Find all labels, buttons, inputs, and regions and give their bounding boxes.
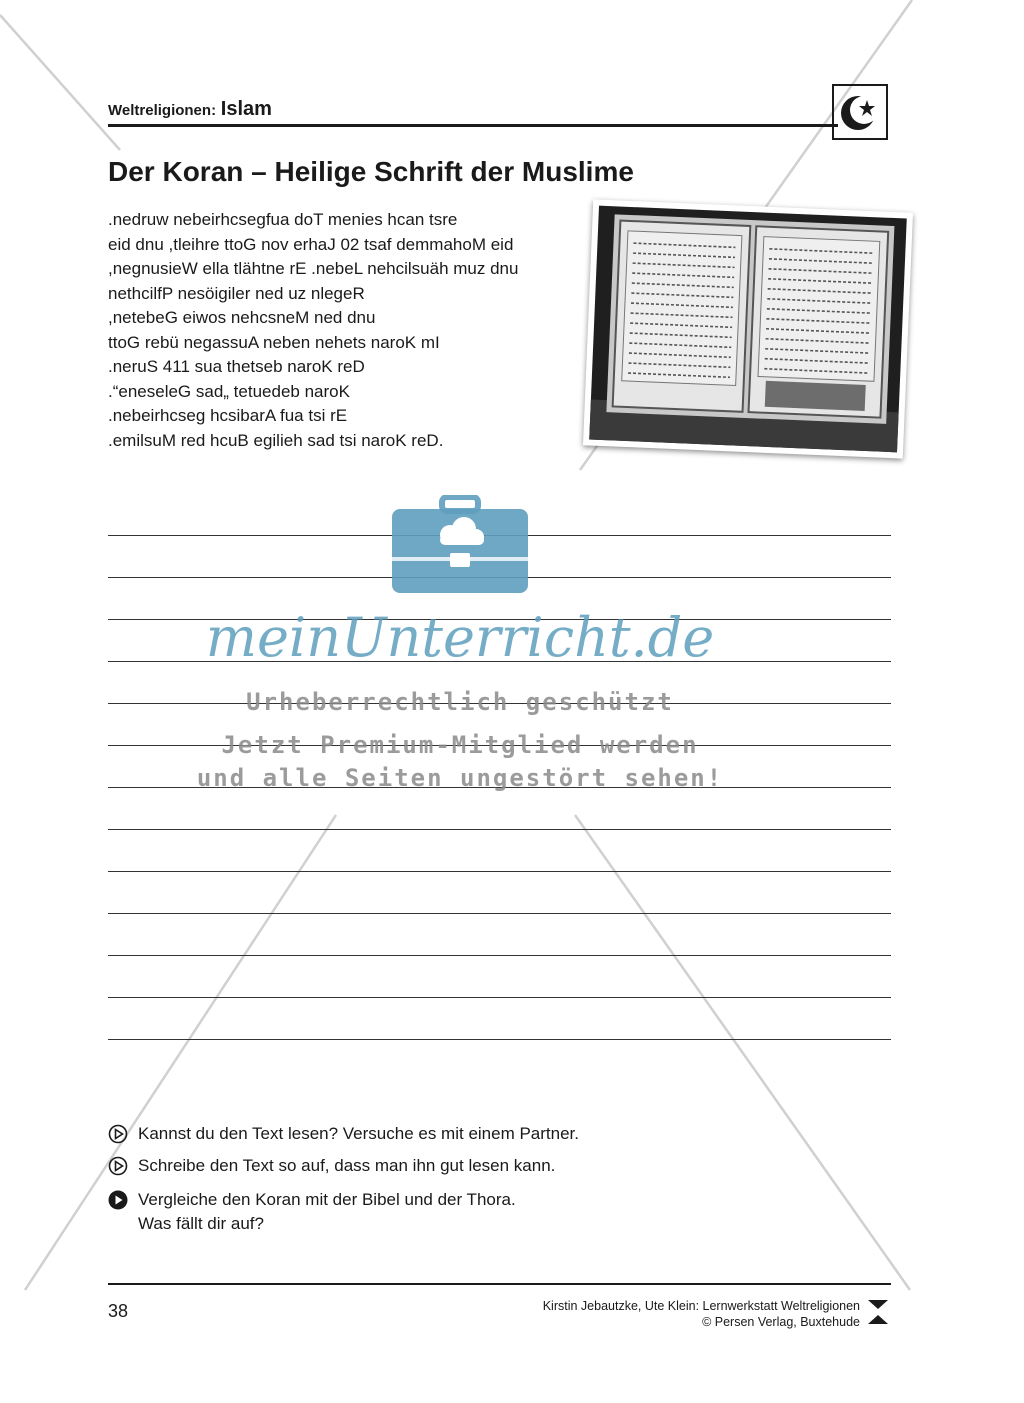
credit-authors: Kirstin Jebautzke, Ute Klein: Lernwerkstatt Weltreligionen — [542, 1299, 860, 1313]
play-filled-icon — [108, 1190, 128, 1210]
header-subject — [108, 98, 272, 121]
page-title: Der Koran – Heilige Schrift der Muslime — [108, 156, 634, 187]
mirrored-line: .nebeirhcseg hcsibarA fua tsi rE — [108, 406, 348, 425]
mirrored-line: ttoG rebü negassuA neben nehets naroK mI — [108, 332, 440, 352]
footer-rule — [108, 1283, 891, 1285]
mirrored-line: .emilsuM red hcuB egilieh sad tsi naroK reD. — [108, 430, 444, 450]
task-text: Schreibe den Text so auf, dass man ihn gut lesen kann. — [138, 1156, 556, 1175]
writing-line — [108, 997, 891, 998]
writing-line — [108, 871, 891, 872]
mirrored-line: eid dnu ,tleihre ttoG nov erhaJ 02 tsaf demmahoM eid — [108, 234, 514, 254]
watermark-premium-line2: und alle Seiten ungestört sehen! — [196, 764, 724, 792]
writing-line — [108, 955, 891, 956]
watermark-brand: meinUnterricht.de — [205, 606, 715, 669]
header-subject-prefix: Weltreligionen: — [108, 102, 217, 119]
header-subject-topic: Islam — [220, 98, 272, 120]
mirrored-line: nethcilfP nesöigiler ned uz nlegeR — [108, 283, 365, 303]
mirrored-text-block — [108, 208, 588, 453]
publisher-logo — [866, 1297, 890, 1327]
credit-publisher: © Persen Verlag, Buxtehude — [702, 1315, 860, 1329]
writing-line — [108, 1039, 891, 1040]
watermark-copyright: Urheberrechtlich geschützt — [246, 688, 674, 716]
writing-line — [108, 913, 891, 914]
task-text: Kannst du den Text lesen? Versuche es mit einem Partner. — [138, 1124, 580, 1143]
footer-credits — [420, 1298, 860, 1330]
watermark-premium-line: Jetzt Premium-Mitglied werden — [221, 731, 699, 759]
writing-line — [108, 829, 891, 830]
koran-photo — [583, 199, 913, 458]
play-outline-icon — [108, 1124, 128, 1144]
briefcase-cloud-icon — [392, 495, 528, 600]
play-outline-icon — [108, 1156, 128, 1176]
mirrored-line: .neruS 411 sua thetseb naroK reD — [108, 357, 365, 376]
header-rule — [108, 124, 838, 127]
task-text: Vergleiche den Koran mit der Bibel und der Thora. — [138, 1190, 516, 1209]
page-number: 38 — [108, 1301, 129, 1321]
crescent-star-icon — [832, 84, 888, 140]
mirrored-line: .nedruw nebeirhcsegfua doT menies hcan tsre — [108, 210, 458, 229]
mirrored-line: .“eneseleG sad„ tetuedeb naroK — [108, 381, 350, 401]
mirrored-line: ,netebeG eiwos nehcsneM ned dnu — [108, 308, 376, 327]
task-text-continued: Was fällt dir auf? — [138, 1214, 264, 1233]
mirrored-line: ,negnusieW ella tlähtne rE .nebeL nehcilsuäh muz dnu — [108, 259, 519, 278]
